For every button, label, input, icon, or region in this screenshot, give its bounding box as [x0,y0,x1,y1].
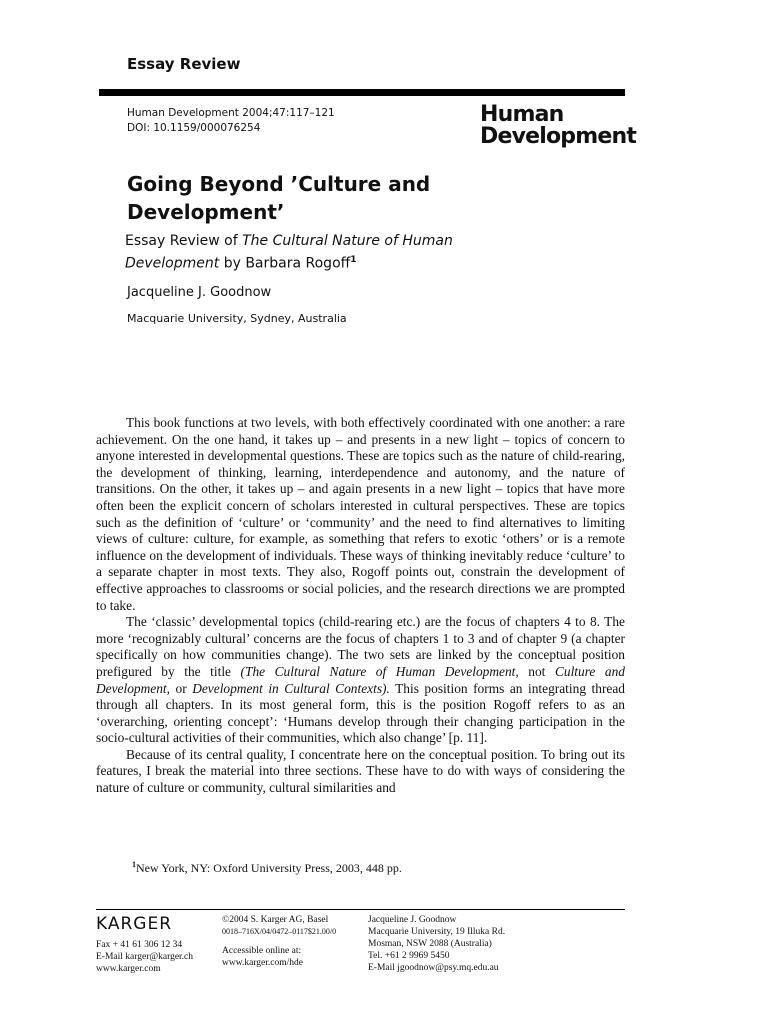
address-email: E-Mail jgoodnow@psy.mq.edu.au [368,963,499,973]
bottom-rule-divider [96,909,625,910]
citation-block [127,106,335,136]
publisher-contact [96,939,193,975]
accessible-online-url: www.karger.com/hde [222,958,303,968]
publisher-logo: KARGER [96,914,173,934]
section-label: Essay Review [127,55,241,73]
footnote-text: New York, NY: Oxford University Press, 2003, 448 pp. [136,861,402,875]
citation-doi: DOI: 10.1159/000076254 [127,122,261,134]
p2-text-3: or [170,680,193,696]
citation-journal-volume: Human Development 2004;47:117–121 [127,107,335,119]
body-paragraph-3: Because of its central quality, I concentrate here on the conceptual position. To bring out its features, I break the material into three sections. These have to do with ways of considering the nature of culture or community, cultural similarities and [96,746,625,796]
address-name: Jacqueline J. Goodnow [368,915,457,925]
publisher-fax: Fax + 41 61 306 12 34 [96,940,183,950]
subtitle-suffix: by Barbara Rogoff [219,255,351,272]
footnote-mark: 1 [132,860,136,869]
publisher-website: www.karger.com [96,964,161,974]
body-text [96,415,625,797]
footnote [132,860,402,876]
article-title: Going Beyond ’Culture and Development’ [127,172,431,224]
address-line-2: Mosman, NSW 2088 (Australia) [368,939,492,949]
subtitle-book-title: The Cultural Nature of Human Development [125,233,453,272]
publisher-email: E-Mail karger@karger.ch [96,952,194,962]
journal-logo-line2: Development [480,124,637,149]
p2-italic-3: Development in Cultural Contexts). [192,680,390,696]
article-subtitle [125,232,505,274]
journal-logo-line1: Human [480,102,564,127]
p2-text-2: not [518,663,555,679]
correspondence-address [368,914,505,974]
subtitle-footnote-mark: 1 [350,255,357,265]
body-paragraph-2 [96,614,625,747]
subtitle-prefix: Essay Review of [125,233,243,249]
author-affiliation: Macquarie University, Sydney, Australia [127,312,347,325]
issn-code: 0018–716X/04/0472–0117$21.00/0 [222,927,337,936]
p2-italic-2: Culture and Development, [96,663,625,696]
author-name: Jacqueline J. Goodnow [127,285,272,300]
accessible-online-label: Accessible online at: [222,946,302,956]
p2-text-4: This position forms an integrating thread through all chapters. In its most general form, this is the position Rogoff refers to as an ‘overarching, orienting concept’: ‘Humans develop through their changing participation in the socio-cultural activities of their communities, which also change’ [p. 11]. [96,680,625,746]
body-paragraph-1: This book functions at two levels, with both effectively coordinated with one another: a rare achievement. On the one hand, it takes up – and presents in a new light – topics of concern to anyone interested in developmental questions. These are topics such as the nature of child-rearing, the development of thinking, learning, interdependence and autonomy, and the nature of transitions. On the other, it takes up – and again presents in a new light – topics that have more often been the explicit concern of scholars interested in cultural perspectives. These are topics such as the definition of ‘culture’ or ‘community’ and the need to find alternatives to limiting views of culture: culture, for example, as something that refers to exotic ‘others’ or is a remote influence on the development of individuals. These ways of thinking inevitably reduce ‘culture’ to a separate chapter in most texts. They also, Rogoff points out, constrain the development of effective approaches to classrooms or social policies, and the research directions we are prompted to take. [96,415,625,613]
p2-text-1: The ‘classic’ developmental topics (child-rearing etc.) are the focus of chapters 4 to 8. The more ‘recognizably cultural’ concerns are the focus of chapters 1 to 3 and of chapter 9 (a chapter specifically on how communities change). The two sets are linked by the conceptual position prefigured by the title [96,614,625,679]
copyright-block [222,914,336,969]
copyright-notice: ©2004 S. Karger AG, Basel [222,915,329,925]
journal-logo [480,104,636,148]
address-telephone: Tel. +61 2 9969 5450 [368,951,450,961]
top-rule-divider [99,89,625,96]
p2-italic-1: (The Cultural Nature of Human Development, [240,663,519,679]
address-line-1: Macquarie University, 19 Illuka Rd. [368,927,506,937]
